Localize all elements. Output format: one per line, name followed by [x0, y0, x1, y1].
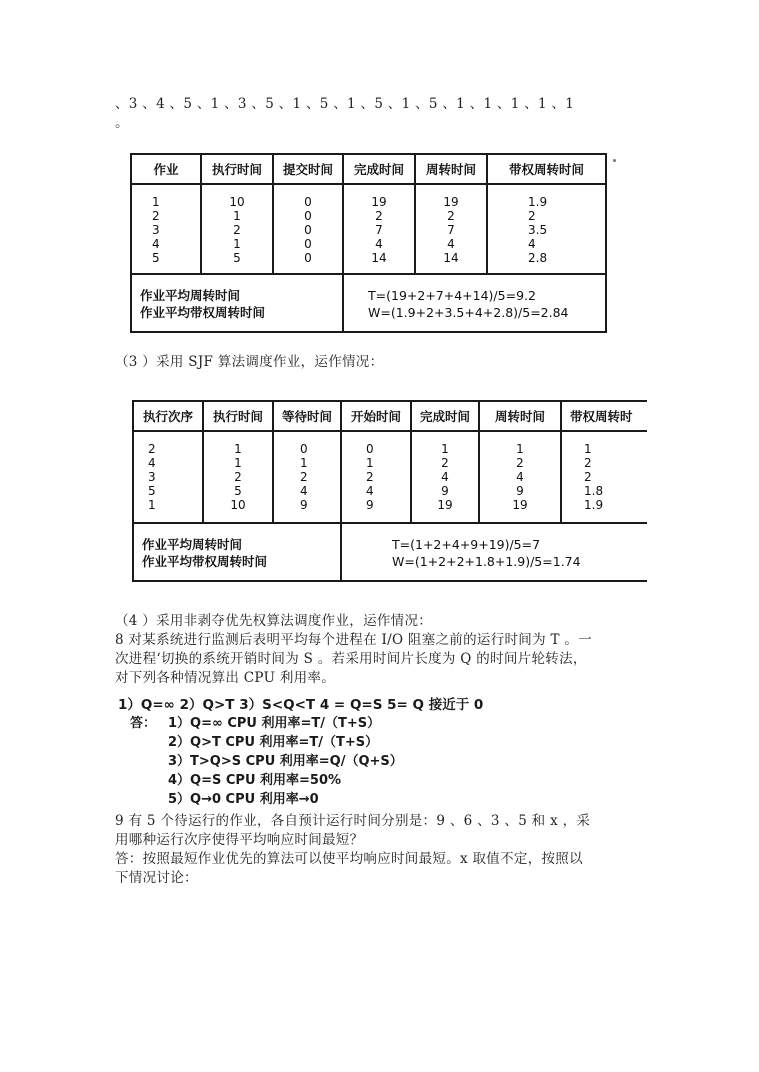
t2-summary-labels	[133, 523, 341, 581]
q9-line2: 用哪种运行次序使得平均响应时间最短？	[115, 832, 364, 848]
q8-answer-1: 1）Q=∞ CPU 利用率=T/（T+S）	[168, 716, 381, 731]
t1-avg-weighted-formula: W=(1.9+2+3.5+4+2.8)/5=2.84	[368, 305, 569, 320]
t1-col-finish	[343, 184, 415, 274]
t1-summary-formulas	[343, 274, 606, 332]
t1-header-job: 作业	[131, 154, 201, 184]
table-cell: 9	[300, 498, 308, 512]
q8-line3: 对下列各种情况算出 CPU 利用率。	[115, 670, 336, 686]
t2-col-finish	[411, 431, 479, 523]
t1-avg-weighted-label: 作业平均带权周转时间	[140, 305, 266, 320]
table-cell: 0	[366, 442, 374, 456]
table-cell: 9	[366, 498, 374, 512]
table-cell: 10	[229, 195, 245, 209]
table-cell: 5	[148, 484, 156, 498]
table-cell: 1	[300, 456, 308, 470]
t2-summary-formulas	[341, 523, 647, 581]
table-cell: 1	[584, 442, 592, 456]
t2-col-order	[133, 431, 203, 523]
table-cell: 4	[516, 470, 524, 484]
table-cell: 0	[304, 237, 312, 251]
q9-line1: 9 有 5 个待运行的作业，各自预计运行时间分别是：9 、6 、3 、5 和 x ，采	[115, 813, 591, 829]
q9-line3: 答：按照最短作业优先的算法可以使平均响应时间最短。x 取值不定，按照以	[115, 851, 583, 867]
table-cell: 1	[234, 442, 242, 456]
table-cell: 1	[516, 442, 524, 456]
t2-col-wait	[273, 431, 341, 523]
table-cell: 2	[152, 209, 160, 223]
t1-header-weighted-turnaround: 带权周转时间	[487, 154, 606, 184]
q8-answer-3: 3）T>Q>S CPU 利用率=Q/（Q+S）	[168, 754, 403, 769]
table-cell: 1.9	[584, 498, 604, 512]
table-cell: 4	[375, 237, 383, 251]
t1-col-exec	[201, 184, 273, 274]
table-cell: 4	[441, 470, 449, 484]
table-cell: 2	[148, 442, 156, 456]
table-cell: 7	[447, 223, 455, 237]
t2-col-turnaround	[479, 431, 561, 523]
table-cell: 2.8	[528, 251, 548, 265]
t1-header-turnaround: 周转时间	[415, 154, 487, 184]
table-cell: 2	[516, 456, 524, 470]
table-cell: 2	[233, 223, 241, 237]
table-cell: 1	[152, 195, 160, 209]
table-cell: 9	[516, 484, 524, 498]
t2-header-wait-time: 等待时间	[273, 401, 341, 431]
table-cell: 1	[441, 442, 449, 456]
table-cell: 14	[371, 251, 387, 265]
t1-header-submit-time: 提交时间	[273, 154, 343, 184]
q9-line4: 下情况讨论：	[115, 870, 198, 886]
q8-answer-2: 2）Q>T CPU 利用率=T/（T+S）	[168, 735, 379, 750]
t2-col-start	[341, 431, 411, 523]
table-cell: 7	[375, 223, 383, 237]
fcfs-result-table	[130, 153, 607, 333]
q8-answer-4: 4）Q=S CPU 利用率=50%	[168, 773, 342, 788]
table-cell: 4	[447, 237, 455, 251]
sjf-table-clip	[132, 400, 647, 586]
t1-summary-labels	[131, 274, 343, 332]
t2-avg-weighted-formula: W=(1+2+2+1.8+1.9)/5=1.74	[392, 554, 581, 569]
t2-header-weighted: 带权周转时	[561, 401, 647, 431]
table-cell: 3	[148, 470, 156, 484]
t2-header-start-time: 开始时间	[341, 401, 411, 431]
table-cell: 2	[584, 470, 592, 484]
table-cell: 4	[366, 484, 374, 498]
table-cell: 2	[375, 209, 383, 223]
sequence-line-end: 。	[115, 115, 129, 131]
table-cell: 2	[447, 209, 455, 223]
t2-header-exec-time: 执行时间	[203, 401, 273, 431]
t2-col-exec	[203, 431, 273, 523]
table-cell: 9	[441, 484, 449, 498]
sjf-result-table	[132, 400, 647, 582]
table-cell: 1	[233, 237, 241, 251]
table-cell: 19	[512, 498, 528, 512]
table-cell: 19	[437, 498, 453, 512]
table-cell: 5	[233, 251, 241, 265]
table-cell: 5	[234, 484, 242, 498]
q8-cases: 1）Q=∞ 2）Q>T 3）S<Q<T 4 = Q=S 5= Q 接近于 0	[118, 697, 484, 713]
t2-header-order: 执行次序	[133, 401, 203, 431]
q8-answer-label: 答：	[130, 716, 157, 731]
t1-header-exec-time: 执行时间	[201, 154, 273, 184]
table-cell: 3.5	[528, 223, 548, 237]
t1-col-submit	[273, 184, 343, 274]
table-cell: 4	[300, 484, 308, 498]
scan-speck	[613, 159, 616, 162]
table-cell: 1.8	[584, 484, 604, 498]
table-cell: 5	[152, 251, 160, 265]
table-cell: 19	[443, 195, 459, 209]
table-cell: 0	[304, 251, 312, 265]
table-cell: 19	[371, 195, 387, 209]
t2-avg-turnaround-label: 作业平均周转时间	[142, 537, 243, 552]
q8-line2: 次进程‘切换的系统开销时间为 S 。若采用时间片长度为 Q 的时间片轮转法，	[115, 651, 587, 667]
t2-avg-turnaround-formula: T=(1+2+4+9+19)/5=7	[392, 537, 541, 552]
t1-col-turnaround	[415, 184, 487, 274]
table-cell: 2	[300, 470, 308, 484]
table-cell: 1	[233, 209, 241, 223]
table-cell: 2	[366, 470, 374, 484]
sequence-line: 、3 、4 、5 、1 、3 、5 、1 、5 、1 、5 、1 、5 、1 、1 、1 、1 、1	[115, 96, 575, 112]
q8-answer-5: 5）Q→0 CPU 利用率→0	[168, 792, 319, 807]
table-cell: 14	[443, 251, 459, 265]
table-cell: 4	[152, 237, 160, 251]
table-cell: 2	[234, 470, 242, 484]
table-cell: 2	[441, 456, 449, 470]
t1-avg-turnaround-label: 作业平均周转时间	[140, 288, 241, 303]
table-cell: 10	[230, 498, 246, 512]
table-cell: 0	[304, 195, 312, 209]
table-cell: 1	[234, 456, 242, 470]
table-cell: 0	[304, 223, 312, 237]
table-cell: 0	[304, 209, 312, 223]
table-cell: 2	[528, 209, 536, 223]
t1-avg-turnaround-formula: T=(19+2+7+4+14)/5=9.2	[368, 288, 536, 303]
table-cell: 2	[584, 456, 592, 470]
t2-header-turnaround: 周转时间	[479, 401, 561, 431]
t1-col-job	[131, 184, 201, 274]
t1-col-weighted	[487, 184, 606, 274]
q8-line1: 8 对某系统进行监测后表明平均每个进程在 I/O 阻塞之前的运行时间为 T 。一	[115, 632, 592, 648]
table-cell: 4	[528, 237, 536, 251]
table-cell: 1.9	[528, 195, 548, 209]
table-cell: 0	[300, 442, 308, 456]
table-cell: 1	[366, 456, 374, 470]
t2-col-weighted	[561, 431, 647, 523]
t1-header-finish-time: 完成时间	[343, 154, 415, 184]
priority-heading: （4 ）采用非剥夺优先权算法调度作业，运作情况：	[115, 613, 433, 629]
table-cell: 4	[148, 456, 156, 470]
table-cell: 3	[152, 223, 160, 237]
table-cell: 1	[148, 498, 156, 512]
sjf-heading: （3 ）采用 SJF 算法调度作业，运作情况：	[115, 354, 384, 370]
t2-header-finish-time: 完成时间	[411, 401, 479, 431]
t2-avg-weighted-label: 作业平均带权周转时间	[142, 554, 268, 569]
